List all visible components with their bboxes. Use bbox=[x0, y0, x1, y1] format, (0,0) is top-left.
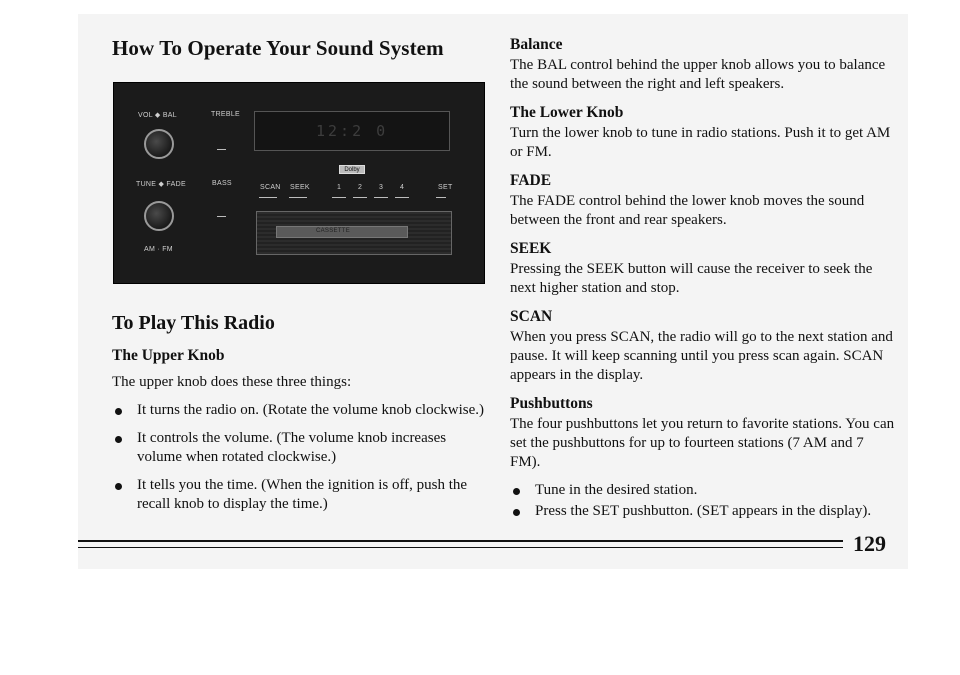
tune-fade-label: TUNE ◆ FADE bbox=[136, 181, 186, 188]
page-title: How To Operate Your Sound System bbox=[112, 36, 444, 60]
upper-knob-list bbox=[112, 401, 487, 514]
bullet-icon bbox=[115, 483, 122, 490]
list-item: Press the SET pushbutton. (SET appears in the display). bbox=[510, 502, 895, 521]
set-button-label: SET bbox=[438, 184, 453, 191]
preset-4-label: 4 bbox=[400, 184, 405, 191]
dolby-badge: Dolby bbox=[339, 165, 365, 174]
footer-rule-top bbox=[78, 540, 843, 542]
treble-slider bbox=[217, 149, 226, 150]
seek-text: Pressing the SEEK button will cause the receiver to seek the next higher station and stop. bbox=[510, 261, 873, 296]
heading-lower-knob: The Lower Knob bbox=[510, 104, 624, 121]
bullet-icon bbox=[513, 509, 520, 516]
preset-2-button bbox=[353, 197, 367, 198]
footer-rule-bottom bbox=[78, 547, 843, 548]
balance-text: The BAL control behind the upper knob allows you to balance the sound between the right and left speakers. bbox=[510, 57, 886, 92]
bullet-icon bbox=[115, 436, 122, 443]
bass-label: BASS bbox=[212, 180, 232, 187]
preset-3-button bbox=[374, 197, 388, 198]
pushbuttons-text: The four pushbuttons let you return to favorite stations. You can set the pushbuttons for up to fourteen stations (7 AM and 7 FM). bbox=[510, 416, 895, 470]
page-number: 129 bbox=[853, 531, 886, 556]
heading-scan: SCAN bbox=[510, 308, 553, 325]
preset-3-label: 3 bbox=[379, 184, 384, 191]
scan-text: When you press SCAN, the radio will go to the next station and pause. It will keep scanning until you press scan again. SCAN appears in the display. bbox=[510, 329, 893, 383]
set-button bbox=[436, 197, 446, 198]
list-item: It turns the radio on. (Rotate the volume knob clockwise.) bbox=[112, 401, 487, 420]
heading-balance: Balance bbox=[510, 36, 563, 53]
upper-knob-intro: The upper knob does these three things: bbox=[112, 374, 352, 390]
preset-2-label: 2 bbox=[358, 184, 363, 191]
list-item: It tells you the time. (When the ignition is off, push the recall knob to display the time.) bbox=[112, 476, 487, 514]
heading-seek: SEEK bbox=[510, 240, 552, 257]
bullet-icon bbox=[513, 488, 520, 495]
list-item: It controls the volume. (The volume knob increases volume when rotated clockwise.) bbox=[112, 429, 487, 467]
bass-slider bbox=[217, 216, 226, 217]
heading-fade: FADE bbox=[510, 172, 552, 189]
list-item: Tune in the desired station. bbox=[510, 481, 895, 500]
am-fm-label: AM · FM bbox=[144, 246, 173, 253]
treble-label: TREBLE bbox=[211, 111, 241, 118]
pushbuttons-list bbox=[510, 481, 895, 521]
scan-button-label: SCAN bbox=[260, 184, 281, 191]
vol-bal-label: VOL ◆ BAL bbox=[138, 112, 177, 119]
radio-faceplate-illustration bbox=[113, 82, 485, 284]
cassette-label: CASSETTE bbox=[316, 228, 351, 234]
preset-1-label: 1 bbox=[337, 184, 342, 191]
preset-1-button bbox=[332, 197, 346, 198]
bullet-icon bbox=[115, 408, 122, 415]
seek-button bbox=[289, 197, 307, 198]
fade-text: The FADE control behind the lower knob moves the sound between the front and rear speakers. bbox=[510, 193, 865, 228]
scan-button bbox=[259, 197, 277, 198]
right-column bbox=[510, 36, 895, 521]
heading-pushbuttons: Pushbuttons bbox=[510, 395, 593, 412]
seek-button-label: SEEK bbox=[290, 184, 310, 191]
upper-knob bbox=[144, 129, 174, 159]
heading-upper-knob: The Upper Knob bbox=[112, 347, 225, 364]
lower-knob bbox=[144, 201, 174, 231]
display-clock: 12:2 0 bbox=[316, 122, 389, 140]
preset-4-button bbox=[395, 197, 409, 198]
section-title-play-radio: To Play This Radio bbox=[112, 312, 275, 334]
lower-knob-text: Turn the lower knob to tune in radio stations. Push it to get AM or FM. bbox=[510, 125, 891, 160]
left-column bbox=[112, 312, 487, 514]
